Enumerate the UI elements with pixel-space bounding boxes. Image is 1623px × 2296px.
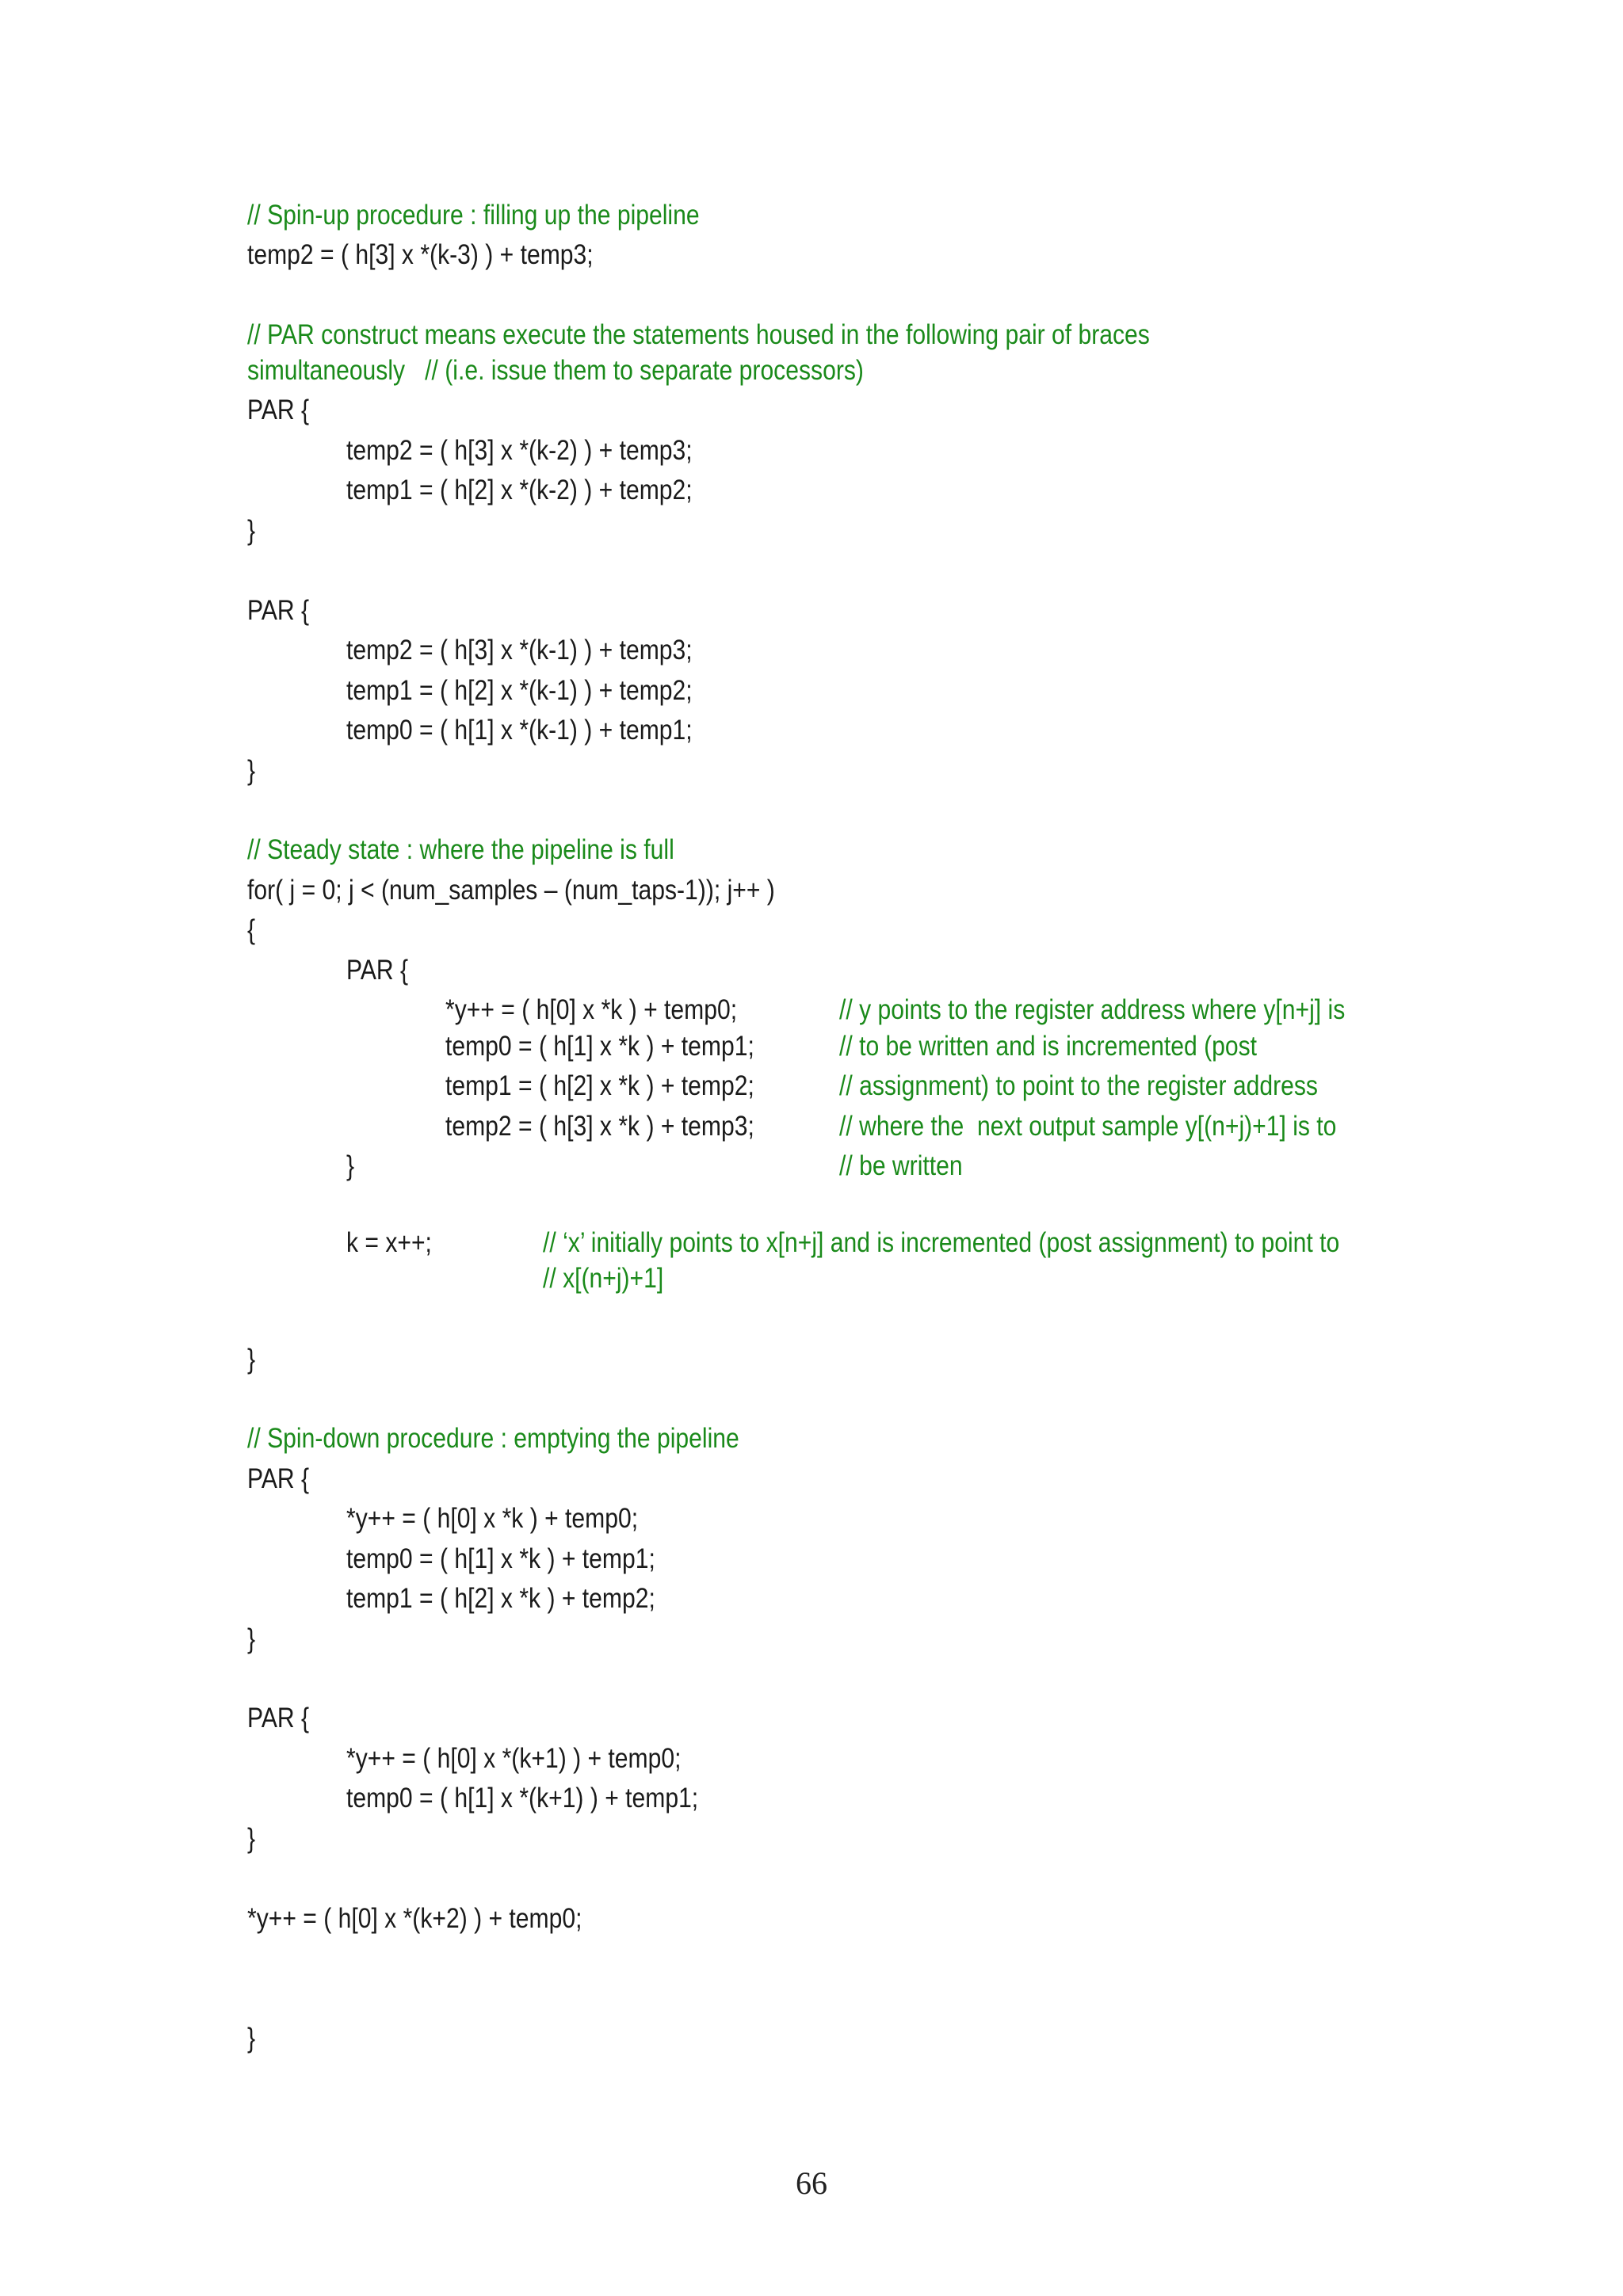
code-line: temp0 = ( h[1] x *k ) + temp1; bbox=[346, 1543, 655, 1574]
inline-comment: // assignment) to point to the register address bbox=[839, 1070, 1318, 1101]
inline-comment: // where the next output sample y[(n+j)+1] is to bbox=[839, 1111, 1337, 1142]
inline-comment: // be written bbox=[839, 1150, 963, 1181]
comment-steady-state: // Steady state : where the pipeline is full bbox=[247, 834, 674, 865]
code-line: PAR { bbox=[346, 955, 409, 986]
code-line: for( j = 0; j < (num_samples – (num_taps-1)); j++ ) bbox=[247, 875, 775, 906]
code-line: temp0 = ( h[1] x *(k-1) ) + temp1; bbox=[346, 715, 693, 746]
code-line: PAR { bbox=[247, 395, 310, 425]
code-line: { bbox=[247, 914, 256, 945]
code-line: *y++ = ( h[0] x *k ) + temp0; bbox=[346, 1503, 639, 1534]
inline-comment: // ‘x’ initially points to x[n+j] and is incremented (post assignment) to point to bbox=[543, 1227, 1340, 1258]
page-number: 66 bbox=[796, 2165, 827, 2201]
comment-par-construct: // PAR construct means execute the statements housed in the following pair of braces bbox=[247, 319, 1150, 350]
code-line: } bbox=[247, 515, 256, 546]
code-line: PAR { bbox=[247, 1703, 310, 1733]
code-line: PAR { bbox=[247, 595, 310, 626]
code-line: temp1 = ( h[2] x *(k-2) ) + temp2; bbox=[346, 475, 693, 505]
code-line: } bbox=[346, 1150, 355, 1181]
code-line: PAR { bbox=[247, 1463, 310, 1494]
code-line: *y++ = ( h[0] x *(k+2) ) + temp0; bbox=[247, 1903, 582, 1934]
code-line: } bbox=[247, 1623, 256, 1654]
inline-comment: // to be written and is incremented (post bbox=[839, 1031, 1258, 1062]
code-line: temp0 = ( h[1] x *k ) + temp1; bbox=[445, 1031, 754, 1062]
inline-comment: // x[(n+j)+1] bbox=[543, 1263, 664, 1294]
code-line: } bbox=[247, 1344, 256, 1375]
code-line: temp1 = ( h[2] x *k ) + temp2; bbox=[346, 1583, 655, 1614]
comment-par-construct-cont: simultaneously // (i.e. issue them to separate processors) bbox=[247, 355, 864, 386]
code-line: temp1 = ( h[2] x *(k-1) ) + temp2; bbox=[346, 675, 693, 706]
code-line: *y++ = ( h[0] x *k ) + temp0; bbox=[445, 994, 738, 1025]
inline-comment: // y points to the register address where y[n+j] is bbox=[839, 994, 1346, 1025]
code-line: } bbox=[247, 755, 256, 786]
code-line: temp0 = ( h[1] x *(k+1) ) + temp1; bbox=[346, 1783, 699, 1814]
code-line: temp2 = ( h[3] x *(k-1) ) + temp3; bbox=[346, 635, 693, 666]
code-line: *y++ = ( h[0] x *(k+1) ) + temp0; bbox=[346, 1743, 682, 1774]
code-line: temp2 = ( h[3] x *k ) + temp3; bbox=[445, 1111, 754, 1142]
code-line: temp1 = ( h[2] x *k ) + temp2; bbox=[445, 1070, 754, 1101]
code-line: k = x++; bbox=[346, 1227, 432, 1258]
code-line: } bbox=[247, 2023, 256, 2054]
comment-spin-down: // Spin-down procedure : emptying the pipeline bbox=[247, 1423, 739, 1454]
code-line: temp2 = ( h[3] x *(k-3) ) + temp3; bbox=[247, 239, 594, 270]
code-line: } bbox=[247, 1823, 256, 1854]
code-line: temp2 = ( h[3] x *(k-2) ) + temp3; bbox=[346, 435, 693, 466]
comment-spin-up: // Spin-up procedure : filling up the pipeline bbox=[247, 200, 700, 231]
